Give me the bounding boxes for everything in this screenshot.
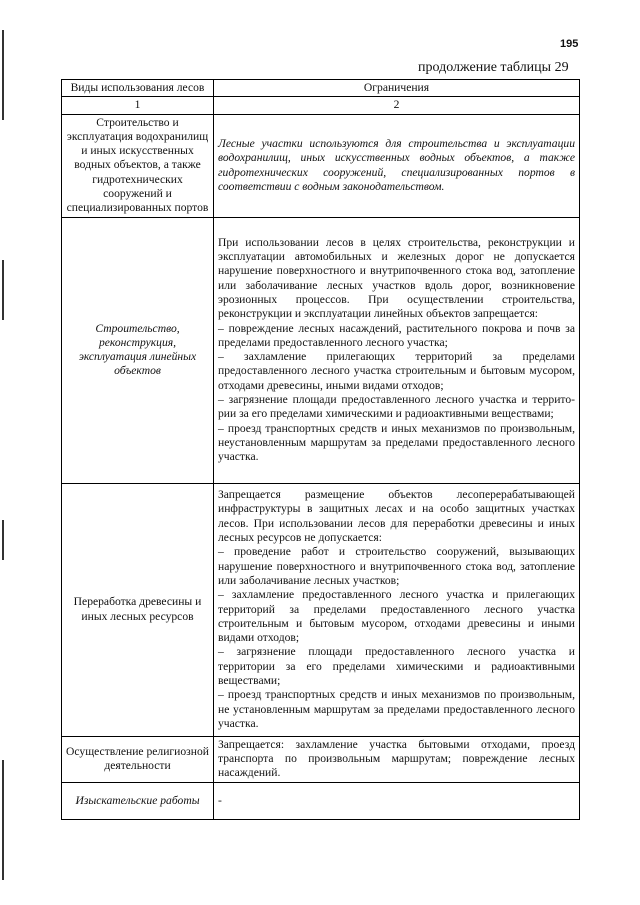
use-type-cell: Строительство, реконструкция, эксплуатация линейных объектов xyxy=(62,217,214,483)
page-number: 195 xyxy=(560,38,579,50)
table-row xyxy=(62,114,580,217)
scan-edge-marks xyxy=(0,0,8,905)
table-row xyxy=(62,782,580,819)
column-index-1: 1 xyxy=(62,97,214,114)
table-row xyxy=(62,483,580,736)
restriction-item: – проведение работ и строительство сооружений, вызывающих нарушение поверхностного и внутрипочвенного стока вод, затопление или заболачивание лесных участков; xyxy=(218,545,575,587)
restriction-text: Лесные участки используются для строительства и эксплуатации водохранилищ, иных искусственных водных объектов, а также гидротехнических сооружений, специализированных портов в соответствии с водным законодательством. xyxy=(218,137,575,193)
use-type-cell: Осуществление религиозной деятельности xyxy=(62,736,214,782)
restriction-cell xyxy=(214,217,580,483)
restriction-item: – захламление прилегающих территорий за пределами предоставленного лесного участка строительным и бытовым мусором, отходами древесины, иными видами отходов; xyxy=(218,350,575,392)
table-caption: продолжение таблицы 29 xyxy=(418,60,569,75)
use-type-cell: Переработка древесины и иных лесных ресурсов xyxy=(62,483,214,736)
header-restrictions: Ограничения xyxy=(214,80,580,97)
restriction-text: При использовании лесов в целях строительства, реконструкции и эксплуатации автомобильных и железных дорог не допускается нарушение поверхностного и внутрипочвенного стока вод, затопление или заболачивание лесных участков вдоль дорог, возникновение эрозионных процессов. При осуществлении строительства, реконструкции и эксплуатации линейных объектов запрещается: xyxy=(218,235,575,321)
restriction-empty-dash: - xyxy=(218,793,222,807)
column-index-2: 2 xyxy=(214,97,580,114)
restriction-item: – проезд транспортных средств и иных механизмов по произвольным, неустановленным маршрутам за пределами предоставленного лесного участка. xyxy=(218,421,575,464)
table-row xyxy=(62,217,580,483)
restriction-cell xyxy=(214,483,580,736)
restriction-text: Запрещается: захламление участка бытовыми отходами, проезд транспорта по произвольным маршрутам; повреждение лесных насаждений. xyxy=(218,737,575,780)
restriction-item: – загрязнение площади предоставленного лесного участка и территории за его пределами химическими и радиоактивными веществами; xyxy=(218,645,575,687)
restriction-cell xyxy=(214,736,580,782)
column-index-row xyxy=(62,97,580,114)
restriction-text: Запрещается размещение объектов лесоперерабатывающей инфраструктуры в защитных лесах и на особо защитных участках лесов. При использовании лесов для переработки древесины и иных лесных ресурсов не допускается: xyxy=(218,488,575,545)
table-row xyxy=(62,736,580,782)
table-header-row xyxy=(62,80,580,97)
header-use-types: Виды использования лесов xyxy=(62,80,214,97)
restriction-cell xyxy=(214,114,580,217)
use-type-cell: Строительство и эксплуатация водохранилищ и иных искусственных водных объектов, а также гидротехнических сооружений и специализированных портов xyxy=(62,114,214,217)
restriction-item: – загрязнение площади предоставленного лесного участка и террито-рии за его пределами химическими и радиоактивными веществами; xyxy=(218,393,575,421)
restrictions-table xyxy=(61,79,580,820)
restriction-item: – повреждение лесных насаждений, растительного покрова и почв за пределами предоставленного лесного участка; xyxy=(218,321,575,349)
use-type-cell: Изыскательские работы xyxy=(62,782,214,819)
restriction-item: – захламление предоставленного лесного участка и прилегающих территорий за пределами предоставленного лесного участка строительным и бытовым мусором, отходами древесины и иными видами отходов; xyxy=(218,588,575,645)
restriction-item: – проезд транспортных средств и иных механизмов по произвольным, не установленным маршрутам за пределами предоставленного лесного участка. xyxy=(218,688,575,730)
restriction-cell xyxy=(214,782,580,819)
